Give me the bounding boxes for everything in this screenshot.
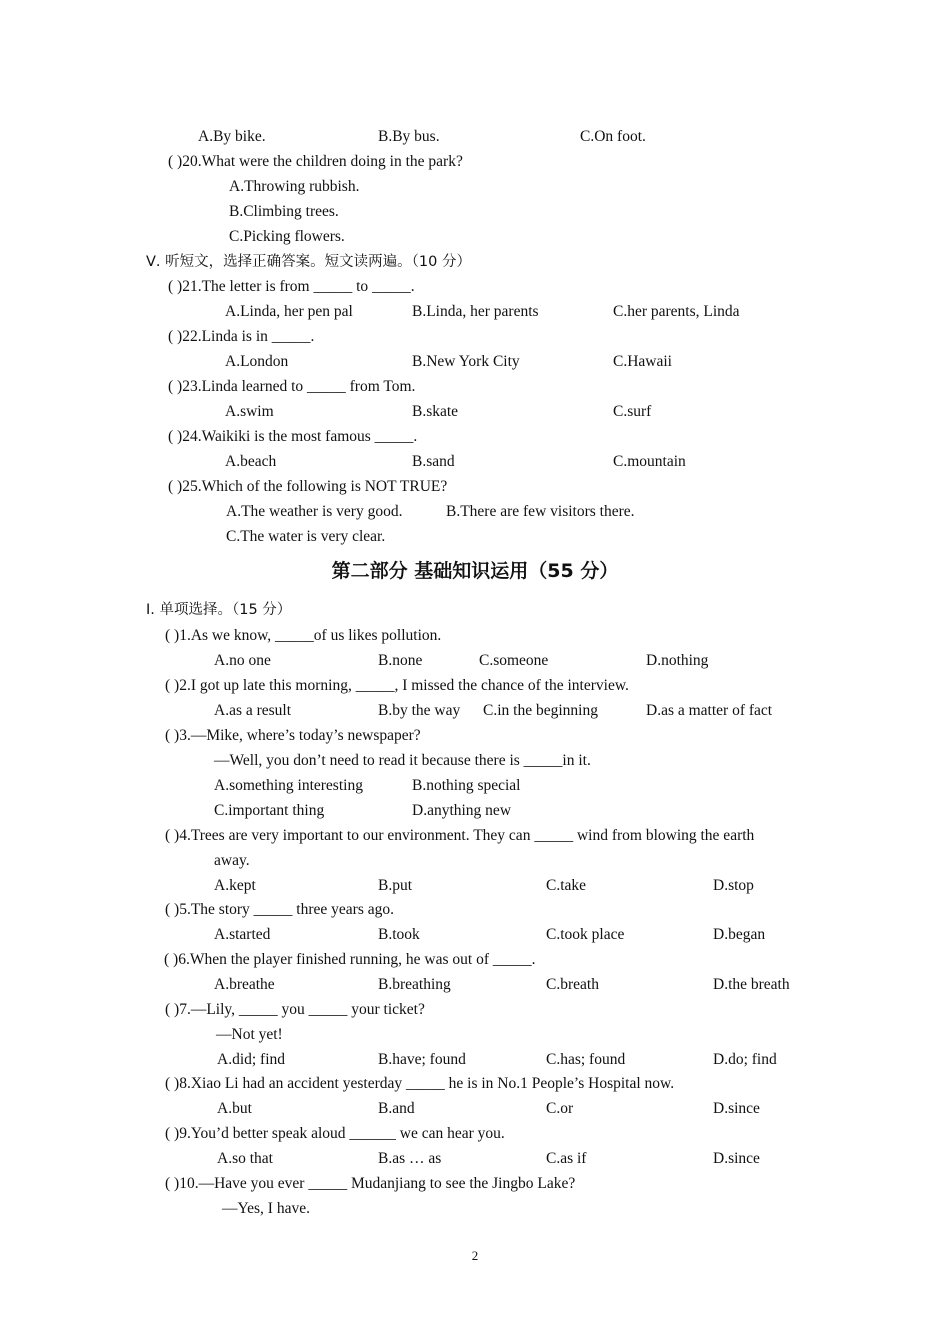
- q5-option-a: A.started: [214, 926, 271, 943]
- q3-line2: —Well, you don’t need to read it because there is _____in it.: [214, 752, 591, 769]
- q3-option-d: D.anything new: [412, 802, 512, 819]
- q4-line2: away.: [214, 852, 250, 869]
- q1-option-c: C.someone: [479, 652, 549, 669]
- q23-option-a: A.swim: [225, 403, 274, 420]
- q3-option-a: A.something interesting: [214, 777, 363, 794]
- q8-option-a: A.but: [217, 1100, 252, 1117]
- q6-option-c: C.breath: [546, 976, 599, 993]
- q21-option-b: B.Linda, her parents: [412, 303, 539, 320]
- q3-option-b: B.nothing special: [412, 777, 521, 794]
- q5-option-b: B.took: [378, 926, 420, 943]
- q7-option-b: B.have; found: [378, 1051, 466, 1068]
- q23-stem: ( )23.Linda learned to _____ from Tom.: [168, 378, 416, 395]
- section1-heading: Ⅰ. 单项选择。（15 分）: [146, 602, 292, 618]
- q1-stem: ( )1.As we know, _____of us likes pollution.: [165, 627, 442, 644]
- q2-option-c: C.in the beginning: [483, 702, 598, 719]
- q23-option-b: B.skate: [412, 403, 459, 420]
- q9-option-a: A.so that: [217, 1150, 273, 1167]
- q21-option-a: A.Linda, her pen pal: [225, 303, 353, 320]
- q25-stem: ( )25.Which of the following is NOT TRUE?: [168, 478, 448, 495]
- q25-option-c: C.The water is very clear.: [226, 528, 386, 545]
- q8-option-b: B.and: [378, 1100, 415, 1117]
- q7-option-a: A.did; find: [217, 1051, 286, 1068]
- q9-option-b: B.as … as: [378, 1150, 442, 1167]
- q22-option-a: A.London: [225, 353, 289, 370]
- q25-option-b: B.There are few visitors there.: [446, 503, 635, 520]
- q20-option-b: B.Climbing trees.: [229, 203, 339, 220]
- q20-stem: ( )20.What were the children doing in the park?: [168, 153, 463, 170]
- q7-stem: ( )7.—Lily, _____ you _____ your ticket?: [165, 1001, 425, 1018]
- q9-option-c: C.as if: [546, 1150, 587, 1167]
- q24-option-a: A.beach: [225, 453, 277, 470]
- q8-option-d: D.since: [713, 1100, 760, 1117]
- q1-option-a: A.no one: [214, 652, 271, 669]
- q6-option-d: D.the breath: [713, 976, 790, 993]
- q7-line2: —Not yet!: [216, 1026, 283, 1043]
- q8-stem: ( )8.Xiao Li had an accident yesterday _____ he is in No.1 People’s Hospital now.: [165, 1075, 675, 1092]
- q4-option-d: D.stop: [713, 877, 754, 894]
- q22-stem: ( )22.Linda is in _____.: [168, 328, 315, 345]
- page-number: 2: [471, 1248, 479, 1263]
- q2-option-d: D.as a matter of fact: [646, 702, 773, 719]
- q6-option-b: B.breathing: [378, 976, 451, 993]
- q8-option-c: C.or: [546, 1100, 574, 1117]
- q1-option-b: B.none: [378, 652, 423, 669]
- q22-option-c: C.Hawaii: [613, 353, 672, 370]
- q3-option-c: C.important thing: [214, 802, 325, 819]
- q19-option-b: B.By bus.: [378, 128, 440, 145]
- q19-option-a: A.By bike.: [198, 128, 266, 145]
- part2-title: 第二部分 基础知识运用（55 分）: [331, 560, 619, 582]
- q2-stem: ( )2.I got up late this morning, _____, I missed the chance of the interview.: [165, 677, 629, 694]
- q9-option-d: D.since: [713, 1150, 760, 1167]
- q19-option-c: C.On foot.: [580, 128, 646, 145]
- q20-option-a: A.Throwing rubbish.: [229, 178, 360, 195]
- q21-option-c: C.her parents, Linda: [613, 303, 740, 320]
- q10-stem: ( )10.—Have you ever _____ Mudanjiang to see the Jingbo Lake?: [165, 1175, 576, 1192]
- q7-option-c: C.has; found: [546, 1051, 626, 1068]
- q6-stem: ( )6.When the player finished running, he was out of _____.: [164, 951, 536, 968]
- q5-option-c: C.took place: [546, 926, 625, 943]
- q3-stem: ( )3.—Mike, where’s today’s newspaper?: [165, 727, 421, 744]
- q24-option-b: B.sand: [412, 453, 455, 470]
- q1-option-d: D.nothing: [646, 652, 709, 669]
- q10-line2: —Yes, I have.: [222, 1200, 310, 1217]
- q25-option-a: A.The weather is very good.: [226, 503, 403, 520]
- q5-stem: ( )5.The story _____ three years ago.: [165, 901, 394, 918]
- q4-stem: ( )4.Trees are very important to our environment. They can _____ wind from blowing the earth: [165, 827, 755, 844]
- q24-option-c: C.mountain: [613, 453, 686, 470]
- q5-option-d: D.began: [713, 926, 766, 943]
- q23-option-c: C.surf: [613, 403, 652, 420]
- section5-heading: Ⅴ. 听短文，选择正确答案。短文读两遍。（10 分）: [146, 254, 471, 270]
- q2-option-a: A.as a result: [214, 702, 292, 719]
- q20-option-c: C.Picking flowers.: [229, 228, 345, 245]
- q4-option-a: A.kept: [214, 877, 256, 894]
- q4-option-b: B.put: [378, 877, 413, 894]
- q9-stem: ( )9.You’d better speak aloud ______ we can hear you.: [165, 1125, 505, 1142]
- q21-stem: ( )21.The letter is from _____ to _____.: [168, 278, 415, 295]
- q24-stem: ( )24.Waikiki is the most famous _____.: [168, 428, 418, 445]
- q2-option-b: B.by the way: [378, 702, 461, 719]
- q7-option-d: D.do; find: [713, 1051, 777, 1068]
- q4-option-c: C.take: [546, 877, 587, 894]
- q22-option-b: B.New York City: [412, 353, 520, 370]
- q6-option-a: A.breathe: [214, 976, 275, 993]
